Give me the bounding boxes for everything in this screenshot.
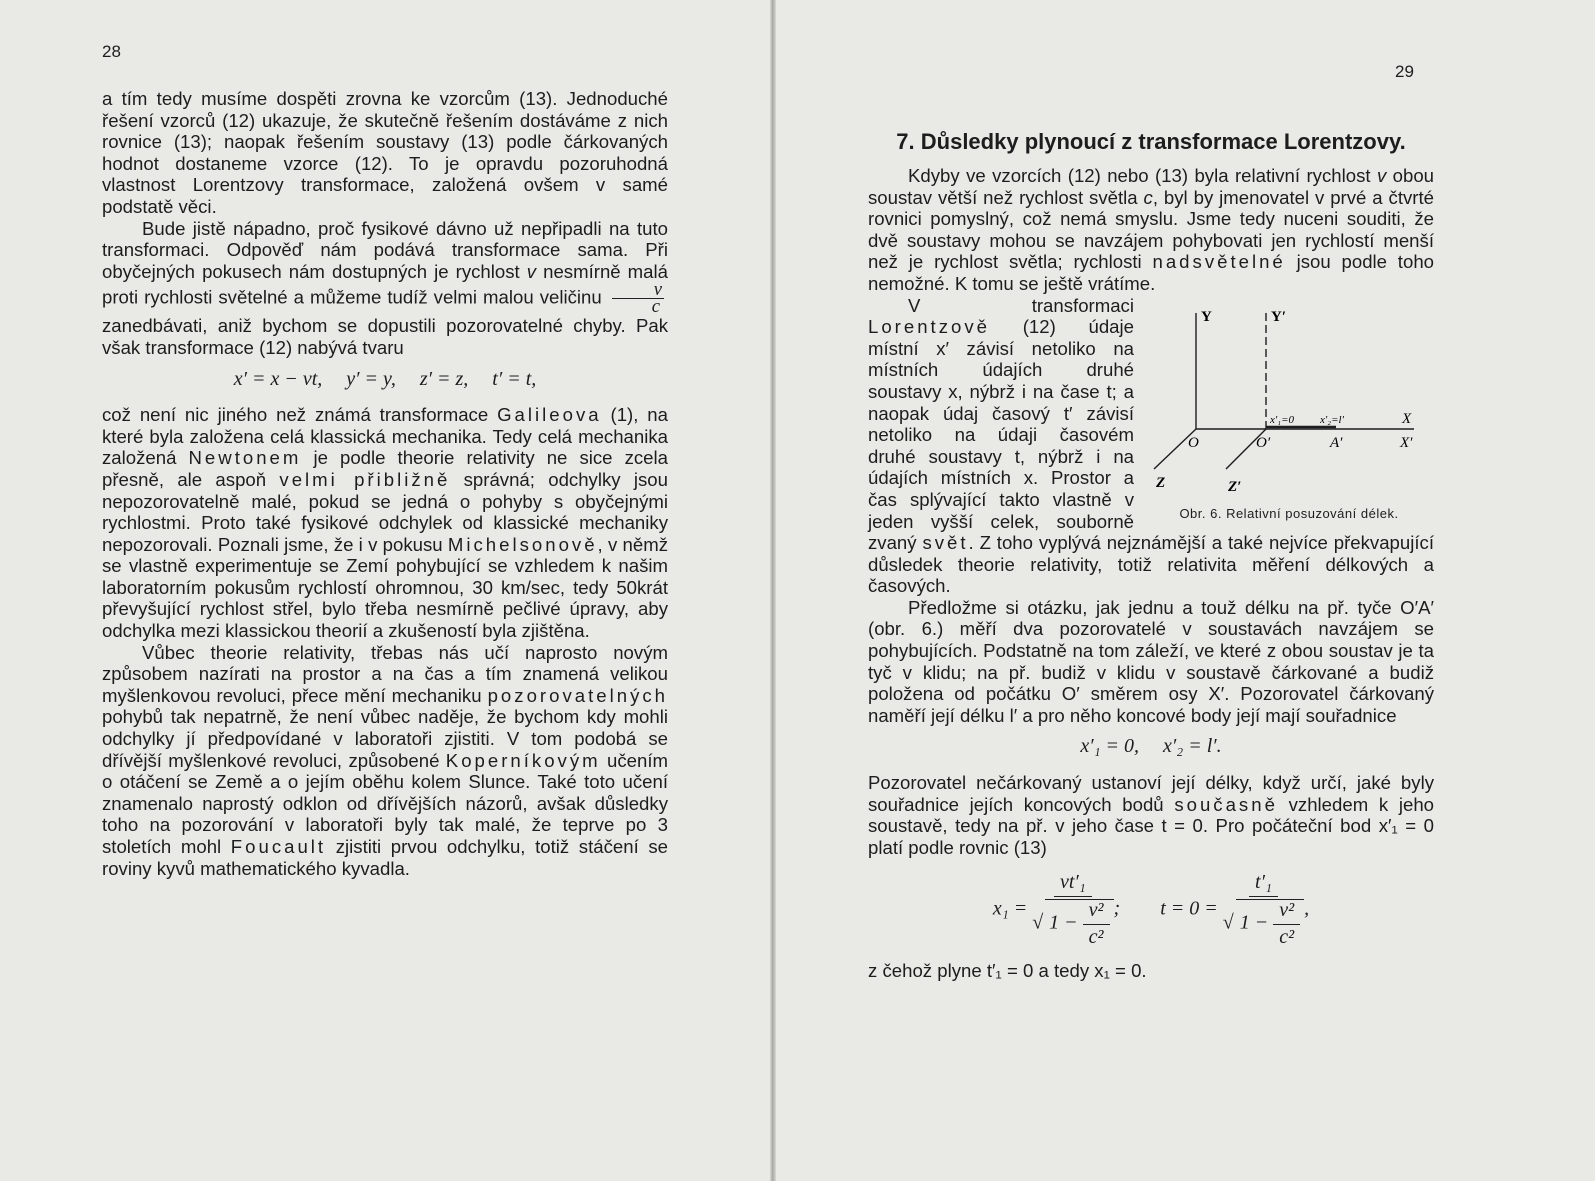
figure-6 [1144,301,1434,525]
coordinates-equation: x′₁ = 0, x′₂ = l′. [1080,735,1222,758]
left-paragraph-3: což není nic jiného než známá transformace Galileova (1), na které byla založena celá klassická mechanika. Tedy celá mechanika založená Newtonem je podle theorie relativity ne sice zcela přesně, ale aspoň velmi přibližně správná; odchylky jsou nepozorovatelně malé, pokud se jedná o pohyby s obyčejnými rychlostmi. Proto také fysikové odchylek od klassické mechaniky nepozorovali. Poznali jsme, že i v pokusu Michelsonově, v němž se vlastně experimentuje se Zemí pohybující se vzhledem k našim laboratorním pokusům rychlostí ohromnou, 30 km/sec, tedy 50krát převyšující rychlost střel, bylo třeba nesmírně pečlivé úpravy, aby odchylka mezi klassickou theorií a zkušeností byla zjištěna. [102,404,668,642]
lorentz-equations [868,872,1434,948]
page-number-right: 29 [1395,62,1414,81]
right-paragraph-5: z čehož plyne t′₁ = 0 a tedy x₁ = 0. [868,960,1147,982]
label-x1: x′₁=0 [1270,413,1295,426]
right-paragraph-1: Kdyby ve vzorcích (12) nebo (13) byla relativní rychlost v obou soustav větší než rychlost světla c, byl by jmenovatel v prvé a čtvrté rovnici pomyslný, což nemá smyslu. Jsme tedy nuceni souditi, že dvě soustavy mohou se navzájem pohybovati jen rychlostí menší než je rychlost světla; rychlosti nadsvětelné jsou podle toho nemožné. K tomu se ještě vrátíme. [868,165,1435,294]
equation-x1: x₁ = vt′₁ √ 1 − $\frac{\text{v²}}{\text{c²}}$ ; [992,871,1121,948]
label-y-prime: Y′ [1271,308,1287,325]
left-paragraph-2: Bude jistě nápadno, proč fysikové dávno už nepřipadli na tuto transformaci. Odpověď nám podává transformace sama. Při obyčejných pokusech nám dostupných je rychlost v nesmírně malá proti rychlosti světelné a můžeme tudíž velmi malou veličinu $\frac{v}{c}$ zanedbávati, aniž bychom se dopustili pozorovatelné chyby. Pak však transformace (12) nabývá tvaru [102,217,668,358]
label-x: X [1402,410,1412,427]
page-number-left: 28 [102,42,121,61]
left-paragraph-1: a tím tedy musíme dospěti zrovna ke vzorcům (13). Jednoduché řešení vzorců (12) ukazuje, že skutečně řešením dostáváme z nich rovnice (13); naopak řešením soustavy (13) podle čárkovaných hodnot dostaneme vzorce (12). To je opravdu pozoruhodná vlastnost Lorentzovy transformace, založená ovšem v samé podstatě věci. [102,88,668,217]
galileo-equation: x′ = x − vt, y′ = y, z′ = z, t′ = t, [233,367,537,390]
label-y: Y [1201,308,1212,325]
figure-caption: Obr. 6. Relativní posuzování délek. [1179,505,1399,521]
label-o-prime: O′ [1256,434,1271,451]
left-page-text [102,88,668,879]
section-heading: 7. Důsledky plynoucí z transformace Lorentzovy. [896,129,1406,154]
book-gutter [770,0,776,1181]
right-paragraph-2: V transformaci Lorentzově (12) údaje místní x′ závisí netoliko na místních údajích druhé soustavy x, nýbrž i na čase t; a naopak údaj časový t′ závisí netoliko na údaji časovém druhé soustavy t, nýbrž i na údajích místních x. Prostor a čas splývající takto vlastně v jeden vyšší celek, souborně zvaný svět. Z toho vyplývá nejznámější a také nejvíce překvapující důsledek theorie relativity, totiž relativita měření délkových a časových. [868,294,1434,597]
label-x2: x′₂=l′ [1320,413,1344,426]
left-paragraph-4: Vůbec theorie relativity, třebas nás učí naprosto novým způsobem nazírati na prostor a na čas a tím znamená velikou myšlenkovou revoluci, přece mění mechaniku pozorovatelných pohybů tak nepatrně, že není vůbec naděje, že bychom kdy mohli odchylky jí předpovídané v laboratoři zjistiti. V tom podobá se dřívější myšlenkové revoluci, způsobené Koperníkovým učením o otáčení se Země a o jejím oběhu kolem Slunce. Také toto učení znamenalo naprostý odklon od dřívějších názorů, avšak důsledky toho na pozorování v laboratoři byly tak malé, že teprve po 3 stoletích mohl Foucault zjistiti prvou odchylku, totiž stáčení se roviny kyvů mathematického kyvadla. [102,641,668,879]
v-over-c-fraction: $\frac{v}{c}$ [612,282,664,315]
label-z-prime: Z′ [1228,478,1242,495]
right-paragraph-4: Pozorovatel nečárkovaný ustanoví její délky, když určí, jaké byly souřadnice jejích koncových bodů současně vzhledem k jeho soustavě, tedy na př. v jeho čase t = 0. Pro počáteční bod x′₁ = 0 platí podle rovnic (13) [868,772,1434,858]
label-o: O [1188,434,1199,451]
label-a-prime: A′ [1330,434,1343,451]
right-paragraph-3: Předložme si otázku, jak jednu a touž délku na př. tyče O′A′ (obr. 6.) měří dva pozorovatelé v soustavách navzájem se pohybujících. Podstatně na tom záleží, ve které z obou soustav je ta tyč v klidu; na př. budiž v klidu v soustavě čárkované a budiž položena od počátku O′ směrem osy X′. Pozorovatel čárkovaný naměří její délku l′ a pro něho koncové body její mají souřadnice [868,596,1434,726]
right-page-text [868,128,1434,982]
equation-t: t = 0 = t′₁ √ 1 − $\frac{\text{v²}}{\text{c²}}$ , [1160,871,1310,948]
coordinate-systems-diagram [1144,301,1434,501]
label-z: Z [1156,474,1166,491]
label-x-prime: X′ [1400,434,1413,451]
